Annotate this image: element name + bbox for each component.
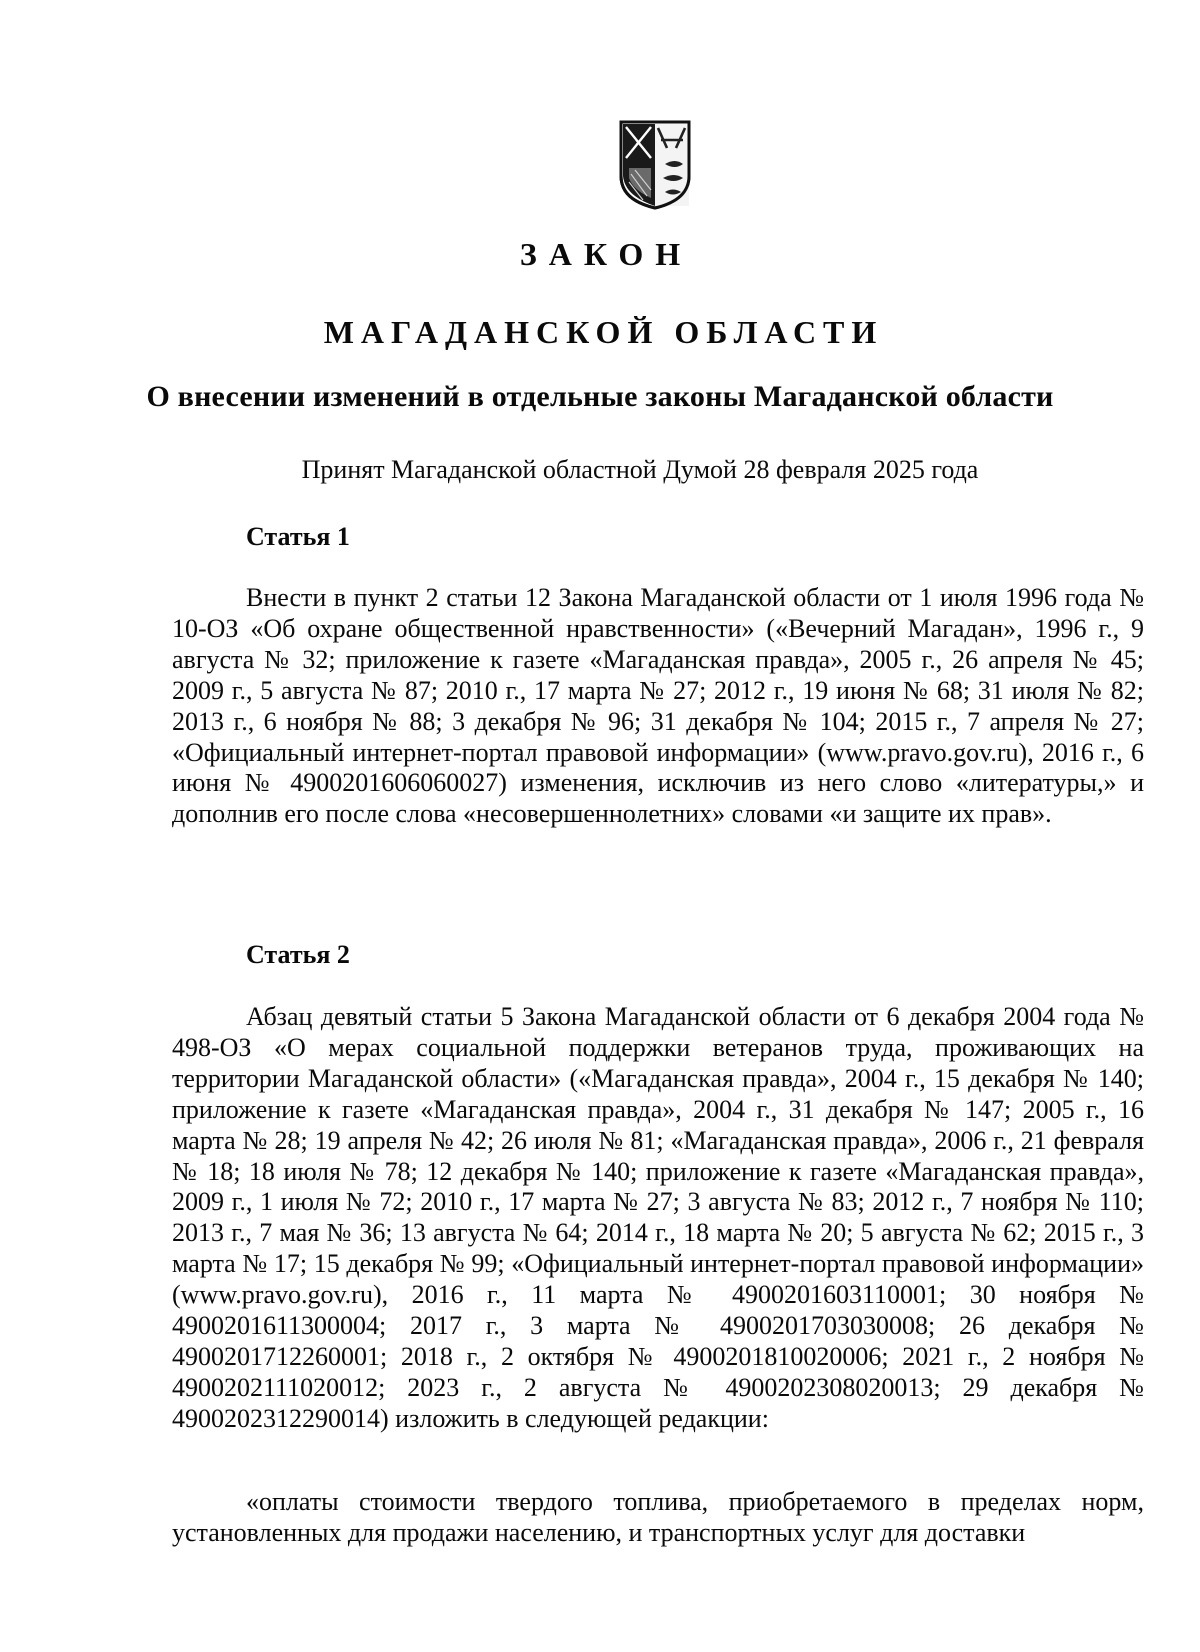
adoption-line: Принят Магаданской областной Думой 28 февраля 2025 года [301,455,979,484]
document-title: ЗАКОН [519,236,693,272]
article-1-paragraph: Внести в пункт 2 статьи 12 Закона Магаданской области от 1 июля 1996 года № 10-ОЗ «Об охране общественной нравственности» («Вечерний Магадан», 1996 г., 9 августа № 32; приложение к газете «Магаданская правда», 2005 г., 26 апреля № 45; 2009 г., 5 августа № 87; 2010 г., 17 марта № 27; 2012 г., 19 июня № 68; 31 июля № 82; 2013 г., 6 ноября № 88; 3 декабря № 96; 31 декабря № 104; 2015 г., 7 апреля № 27; «Официальный интернет-портал правовой информации» (www.pravo.gov.ru), 2016 г., 6 июня № 4900201606060027) изменения, исключив из него слово «литературы,» и дополнив его после слова «несовершеннолетних» словами «и защите их прав». [172,583,1144,829]
coat-of-arms-icon [617,118,693,210]
article-1-heading: Статья 1 [246,522,350,551]
article-2-heading: Статья 2 [246,940,350,969]
document-region: МАГАДАНСКОЙ ОБЛАСТИ [323,314,884,350]
article-2-paragraph-1: Абзац девятый статьи 5 Закона Магаданской области от 6 декабря 2004 года № 498-ОЗ «О мерах социальной поддержки ветеранов труда, проживающих на территории Магаданской области» («Магаданская правда», 2004 г., 15 декабря № 140; приложение к газете «Магаданская правда», 2004 г., 31 декабря № 147; 2005 г., 16 марта № 28; 19 апреля № 42; 26 июля № 81; «Магаданская правда», 2006 г., 21 февраля № 18; 18 июля № 78; 12 декабря № 140; приложение к газете «Магаданская правда», 2009 г., 1 июля № 72; 2010 г., 17 марта № 27; 3 августа № 83; 2012 г., 7 ноября № 110; 2013 г., 7 мая № 36; 13 августа № 64; 2014 г., 18 марта № 20; 5 августа № 62; 2015 г., 3 марта № 17; 15 декабря № 99; «Официальный интернет-портал правовой информации» (www.pravo.gov.ru), 2016 г., 11 марта № 4900201603110001; 30 ноября № 4900201611300004; 2017 г., 3 марта № 4900201703030008; 26 декабря № 4900201712260001; 2018 г., 2 октября № 4900201810020006; 2021 г., 2 ноября № 4900202111020012; 2023 г., 2 августа № 4900202308020013; 29 декабря № 4900202312290014) изложить в следующей редакции: [172,1002,1144,1433]
document-subject: О внесении изменений в отдельные законы Магаданской области [146,380,1054,413]
article-2-paragraph-2: «оплаты стоимости твердого топлива, приобретаемого в пределах норм, установленных для продажи населению, и транспортных услуг для доставки [172,1487,1144,1547]
